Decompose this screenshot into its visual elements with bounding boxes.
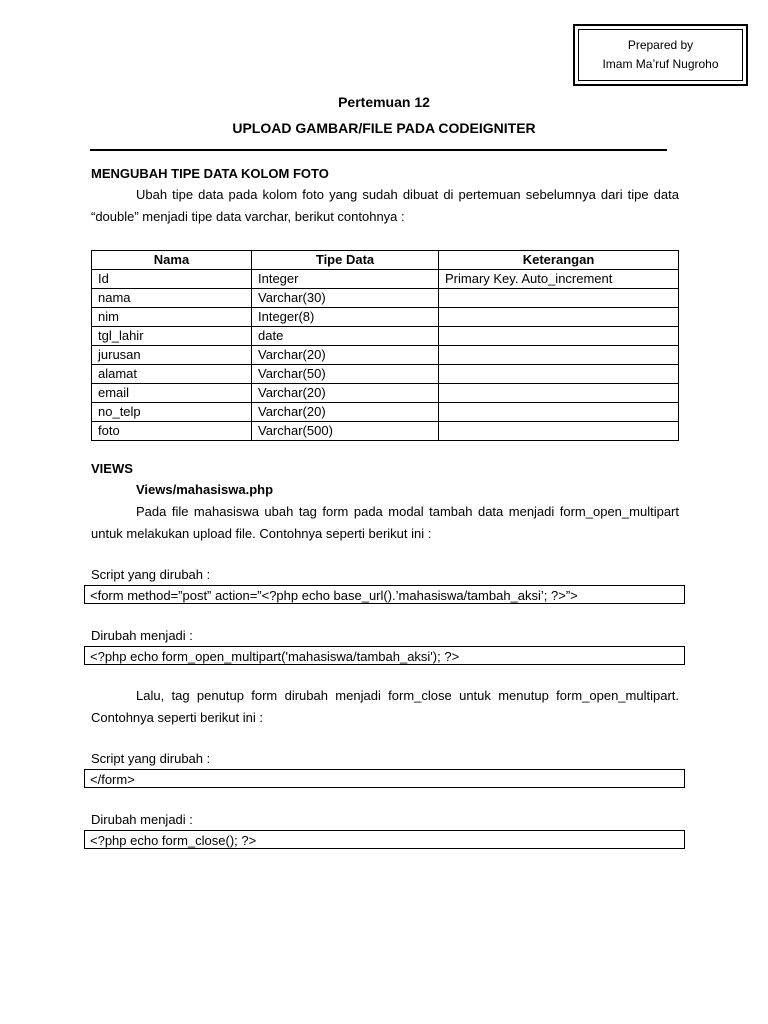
table-cell bbox=[439, 403, 679, 422]
table-row bbox=[92, 403, 679, 422]
table-cell bbox=[439, 365, 679, 384]
table-row bbox=[92, 346, 679, 365]
code-box-after-1: <?php echo form_open_multipart('mahasiswa/tambah_aksi'); ?> bbox=[84, 646, 685, 665]
paragraph-multipart: Pada file mahasiswa ubah tag form pada modal tambah data menjadi form_open_multipart untuk melakukan upload file. Contohnya seperti berikut ini : bbox=[91, 504, 679, 541]
document-body bbox=[91, 164, 679, 849]
table-cell bbox=[439, 308, 679, 327]
code-box-before-2: </form> bbox=[84, 769, 685, 788]
author-name: Imam Ma’ruf Nugroho bbox=[602, 57, 719, 71]
table-row bbox=[92, 384, 679, 403]
table-row bbox=[92, 289, 679, 308]
section-heading-tipe-data: MENGUBAH TIPE DATA KOLOM FOTO bbox=[91, 166, 329, 181]
table-row bbox=[92, 308, 679, 327]
file-subheading: Views/mahasiswa.php bbox=[136, 482, 274, 497]
table-row bbox=[92, 327, 679, 346]
table-cell: foto bbox=[92, 422, 252, 441]
table-cell: alamat bbox=[92, 365, 252, 384]
label-script-before-2: Script yang dirubah : bbox=[91, 751, 211, 766]
table-cell: nim bbox=[92, 308, 252, 327]
table-cell: Varchar(50) bbox=[252, 365, 439, 384]
code-box-after-2: <?php echo form_close(); ?> bbox=[84, 830, 685, 849]
table-header-row bbox=[92, 251, 679, 270]
table-cell bbox=[439, 384, 679, 403]
table-cell: Id bbox=[92, 270, 252, 289]
table-cell: Varchar(500) bbox=[252, 422, 439, 441]
table-cell: tgl_lahir bbox=[92, 327, 252, 346]
label-script-after-1: Dirubah menjadi : bbox=[91, 628, 193, 643]
table-cell bbox=[439, 422, 679, 441]
table-cell: no_telp bbox=[92, 403, 252, 422]
table-cell: Varchar(20) bbox=[252, 384, 439, 403]
label-script-before-1: Script yang dirubah : bbox=[91, 567, 211, 582]
table-cell bbox=[439, 346, 679, 365]
paragraph-form-close: Lalu, tag penutup form dirubah menjadi form_close untuk menutup form_open_multipart. Contohnya seperti berikut ini : bbox=[91, 688, 679, 725]
table-cell: email bbox=[92, 384, 252, 403]
code-box-before-1: <form method=”post” action=”<?php echo base_url().’mahasiswa/tambah_aksi’; ?>”> bbox=[84, 585, 685, 604]
prepared-by-label: Prepared by bbox=[627, 38, 694, 52]
document-title: UPLOAD GAMBAR/FILE PADA CODEIGNITER bbox=[232, 120, 536, 136]
table-cell: nama bbox=[92, 289, 252, 308]
label-script-after-2: Dirubah menjadi : bbox=[91, 812, 193, 827]
table-cell: jurusan bbox=[92, 346, 252, 365]
table-header-tipe-data: Tipe Data bbox=[252, 251, 439, 270]
table-cell: Integer(8) bbox=[252, 308, 439, 327]
prepared-by-inner bbox=[578, 29, 743, 81]
table-cell: Varchar(20) bbox=[252, 346, 439, 365]
table-cell: Varchar(30) bbox=[252, 289, 439, 308]
table-cell: Primary Key. Auto_increment bbox=[439, 270, 679, 289]
meeting-title: Pertemuan 12 bbox=[338, 94, 430, 110]
schema-table bbox=[91, 250, 679, 441]
prepared-by-box bbox=[573, 24, 748, 86]
title-divider bbox=[90, 149, 667, 151]
table-cell: date bbox=[252, 327, 439, 346]
table-cell bbox=[439, 289, 679, 308]
table-cell bbox=[439, 327, 679, 346]
table-cell: Varchar(20) bbox=[252, 403, 439, 422]
table-cell: Integer bbox=[252, 270, 439, 289]
table-header-keterangan: Keterangan bbox=[439, 251, 679, 270]
section-heading-views: VIEWS bbox=[91, 461, 133, 476]
table-row bbox=[92, 422, 679, 441]
paragraph-tipe-data: Ubah tipe data pada kolom foto yang sudah dibuat di pertemuan sebelumnya dari tipe data “double” menjadi tipe data varchar, berikut contohnya : bbox=[91, 187, 679, 224]
table-header-nama: Nama bbox=[92, 251, 252, 270]
table-row bbox=[92, 270, 679, 289]
table-row bbox=[92, 365, 679, 384]
